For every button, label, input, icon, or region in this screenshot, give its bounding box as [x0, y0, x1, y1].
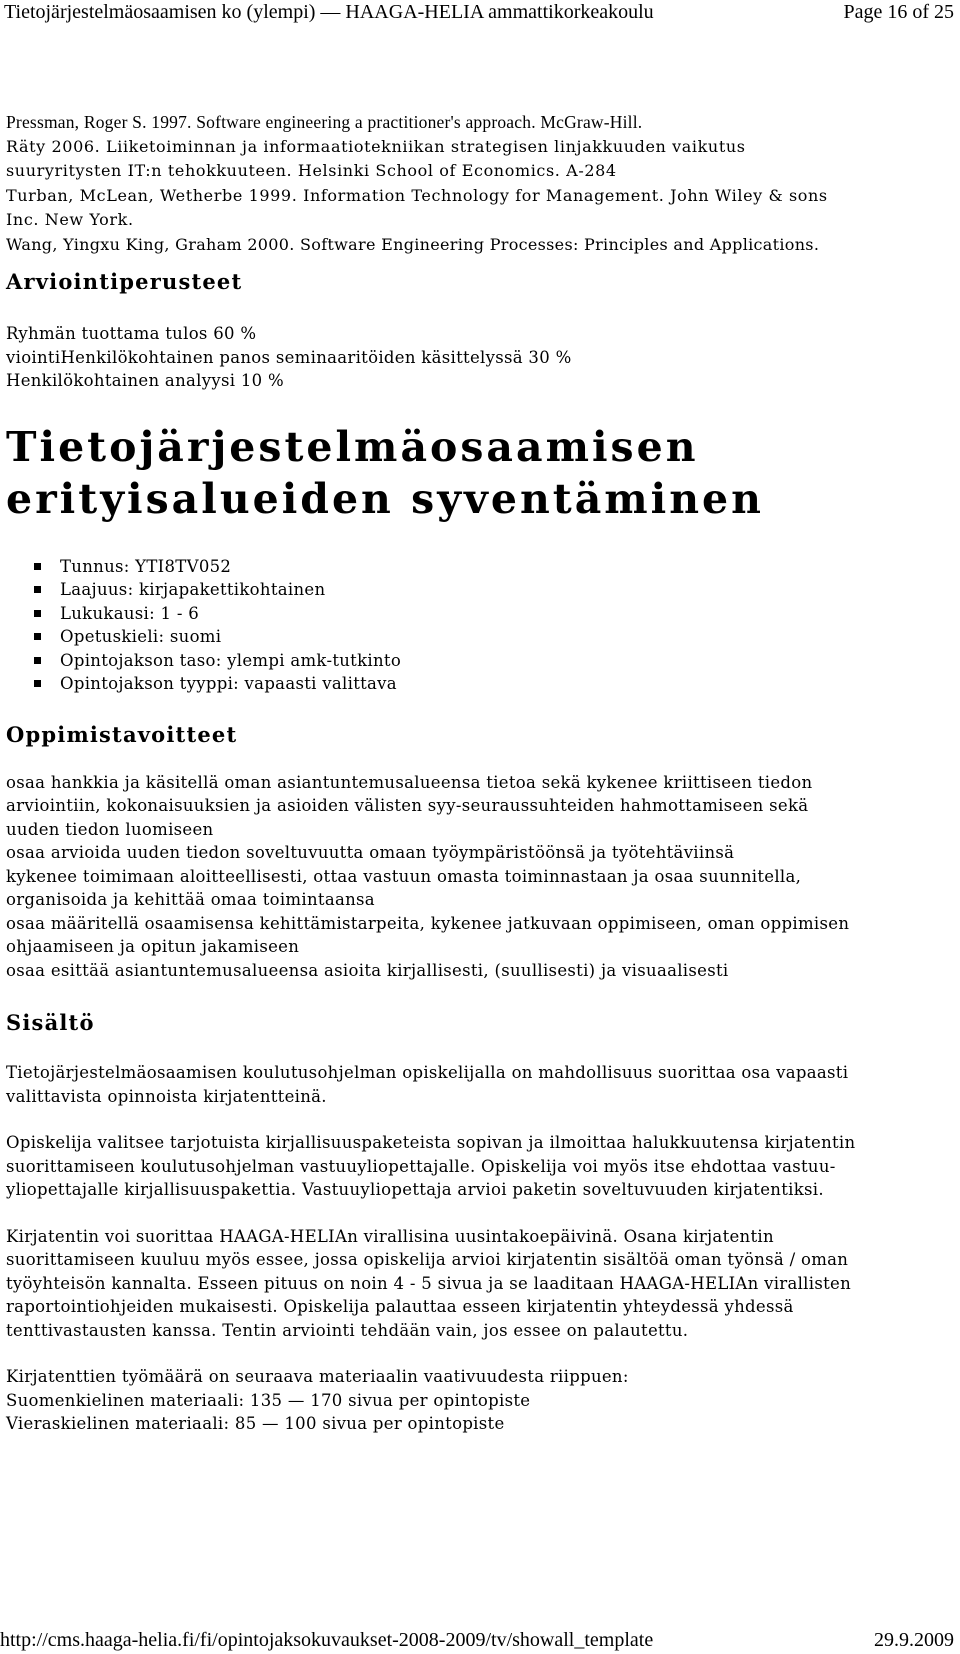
- square-bullet-icon: [34, 680, 41, 687]
- document-title: Tietojärjestelmäosaamisen ko (ylempi) — HAAGA-HELIA ammattikorkeakoulu: [4, 1, 654, 23]
- assessment-line: viointiHenkilökohtainen panos seminaaritöiden käsittelyssä 30 %: [6, 347, 572, 367]
- reference-list: [6, 110, 946, 257]
- course-title-line: Tietojärjestelmäosaamisen: [6, 422, 699, 471]
- objective-line: uuden tiedon luomiseen: [6, 819, 214, 839]
- square-bullet-icon: [34, 563, 41, 570]
- reference-line: suuryritysten IT:n tehokkuuteen. Helsinki School of Economics. A-284: [6, 161, 617, 180]
- reference-line: Wang, Yingxu King, Graham 2000. Software Engineering Processes: Principles and Applications.: [6, 234, 820, 254]
- course-title: [6, 421, 946, 525]
- course-fact: Opetuskieli: suomi: [34, 625, 946, 649]
- objective-line: kykenee toimimaan aloitteellisesti, ottaa vastuun omasta toiminnastaan ja osaa suunnitella,: [6, 866, 802, 886]
- content-heading: Sisältö: [6, 1010, 95, 1035]
- square-bullet-icon: [34, 610, 41, 617]
- page-footer: [0, 1626, 954, 1654]
- content-paragraph: Kirjatentin voi suorittaa HAAGA-HELIAn virallisina uusintakoepäivinä. Osana kirjatentin suorittamiseen kuuluu myös essee, jossa opiskelija arvioi kirjatentin sisältöä oman työnsä / oman työyhteisön kannalta. Esseen pituus on noin 4 - 5 sivua ja se laaditaan HAAGA-HELIAn virallisten raportointiohjeiden mukaisesti. Opiskelija palauttaa esseen kirjatentin yhteydessä yhdessä tenttivastausten kanssa. Tentin arviointi tehdään vain, jos essee on palautettu.: [6, 1226, 852, 1340]
- course-title-line: erityisalueiden syventäminen: [6, 474, 764, 523]
- reference-line: Turban, McLean, Wetherbe 1999. Information Technology for Management. John Wiley & sons: [6, 185, 828, 205]
- objective-line: osaa esittää asiantuntemusalueensa asioita kirjallisesti, (suullisesti) ja visuaalisesti: [6, 960, 729, 980]
- assessment-line: Henkilökohtainen analyysi 10 %: [6, 371, 284, 390]
- content-paragraph: Opiskelija valitsee tarjotuista kirjallisuuspaketeista sopivan ja ilmoittaa halukkuutensa kirjatentin suorittamiseen koulutusohjelman vastuuyliopettajalle. Opiskelija voi myös itse ehdottaa vastuu- yliopettajalle kirjallisuuspakettia. Vastuuyliopettaja arvioi paketin soveltuvuuden kirjatentiksi.: [6, 1133, 856, 1199]
- course-fact: Tunnus: YTI8TV052: [34, 555, 946, 579]
- square-bullet-icon: [34, 633, 41, 640]
- content-text: [6, 1061, 946, 1436]
- objective-line: osaa hankkia ja käsitellä oman asiantuntemusalueensa tietoa sekä kykenee kriittiseen tiedon: [6, 772, 813, 792]
- objective-line: organisoida ja kehittää omaa toimintaansa: [6, 890, 375, 909]
- assessment-line: Ryhmän tuottama tulos 60 %: [6, 324, 257, 343]
- course-fact: Lukukausi: 1 - 6: [34, 602, 946, 626]
- course-facts-list: [6, 555, 946, 696]
- assessment-heading: Arviointiperusteet: [6, 269, 243, 294]
- course-fact: Laajuus: kirjapakettikohtainen: [34, 578, 946, 602]
- page-url: http://cms.haaga-helia.fi/fi/opintojaksokuvaukset-2008-2009/tv/showall_template: [0, 1629, 654, 1651]
- objectives-heading: Oppimistavoitteet: [6, 721, 238, 747]
- objective-line: osaa arvioida uuden tiedon soveltuvuutta omaan työympäristöönsä ja työtehtäviinsä: [6, 843, 735, 862]
- course-fact: Opintojakson taso: ylempi amk-tutkinto: [34, 649, 946, 673]
- reference-line: Inc. New York.: [6, 210, 134, 229]
- print-date: 29.9.2009: [874, 1629, 954, 1651]
- page-header: [4, 0, 954, 30]
- assessment-criteria: [6, 322, 946, 393]
- content-paragraph: Kirjatenttien työmäärä on seuraava materiaalin vaativuudesta riippuen: Suomenkielinen materiaali: 135 — 170 sivua per opintopiste Vieraskielinen materiaali: 85 — 100 sivua per opintopiste: [6, 1367, 629, 1433]
- objective-line: osaa määritellä osaamisensa kehittämistarpeita, kykenee jatkuvaan oppimiseen, oman oppimisen: [6, 913, 850, 933]
- objectives-text: [6, 771, 946, 983]
- content-paragraph: Tietojärjestelmäosaamisen koulutusohjelman opiskelijalla on mahdollisuus suorittaa osa vapaasti valittavista opinnoista kirjatentteinä.: [6, 1063, 849, 1106]
- objective-line: arviointiin, kokonaisuuksien ja asioiden välisten syy-seuraussuhteiden hahmottamiseen sekä: [6, 796, 809, 815]
- square-bullet-icon: [34, 657, 41, 664]
- page-number: Page 16 of 25: [843, 1, 954, 23]
- reference-line: Räty 2006. Liiketoiminnan ja informaatiotekniikan strategisen linjakkuuden vaikutus: [6, 136, 746, 156]
- objective-line: ohjaamiseen ja opitun jakamiseen: [6, 937, 300, 956]
- course-fact: Opintojakson tyyppi: vapaasti valittava: [34, 672, 946, 696]
- document-content: [6, 110, 946, 1436]
- square-bullet-icon: [34, 586, 41, 593]
- reference-line: Pressman, Roger S. 1997. Software engineering a practitioner's approach. McGraw-Hill.: [6, 112, 643, 132]
